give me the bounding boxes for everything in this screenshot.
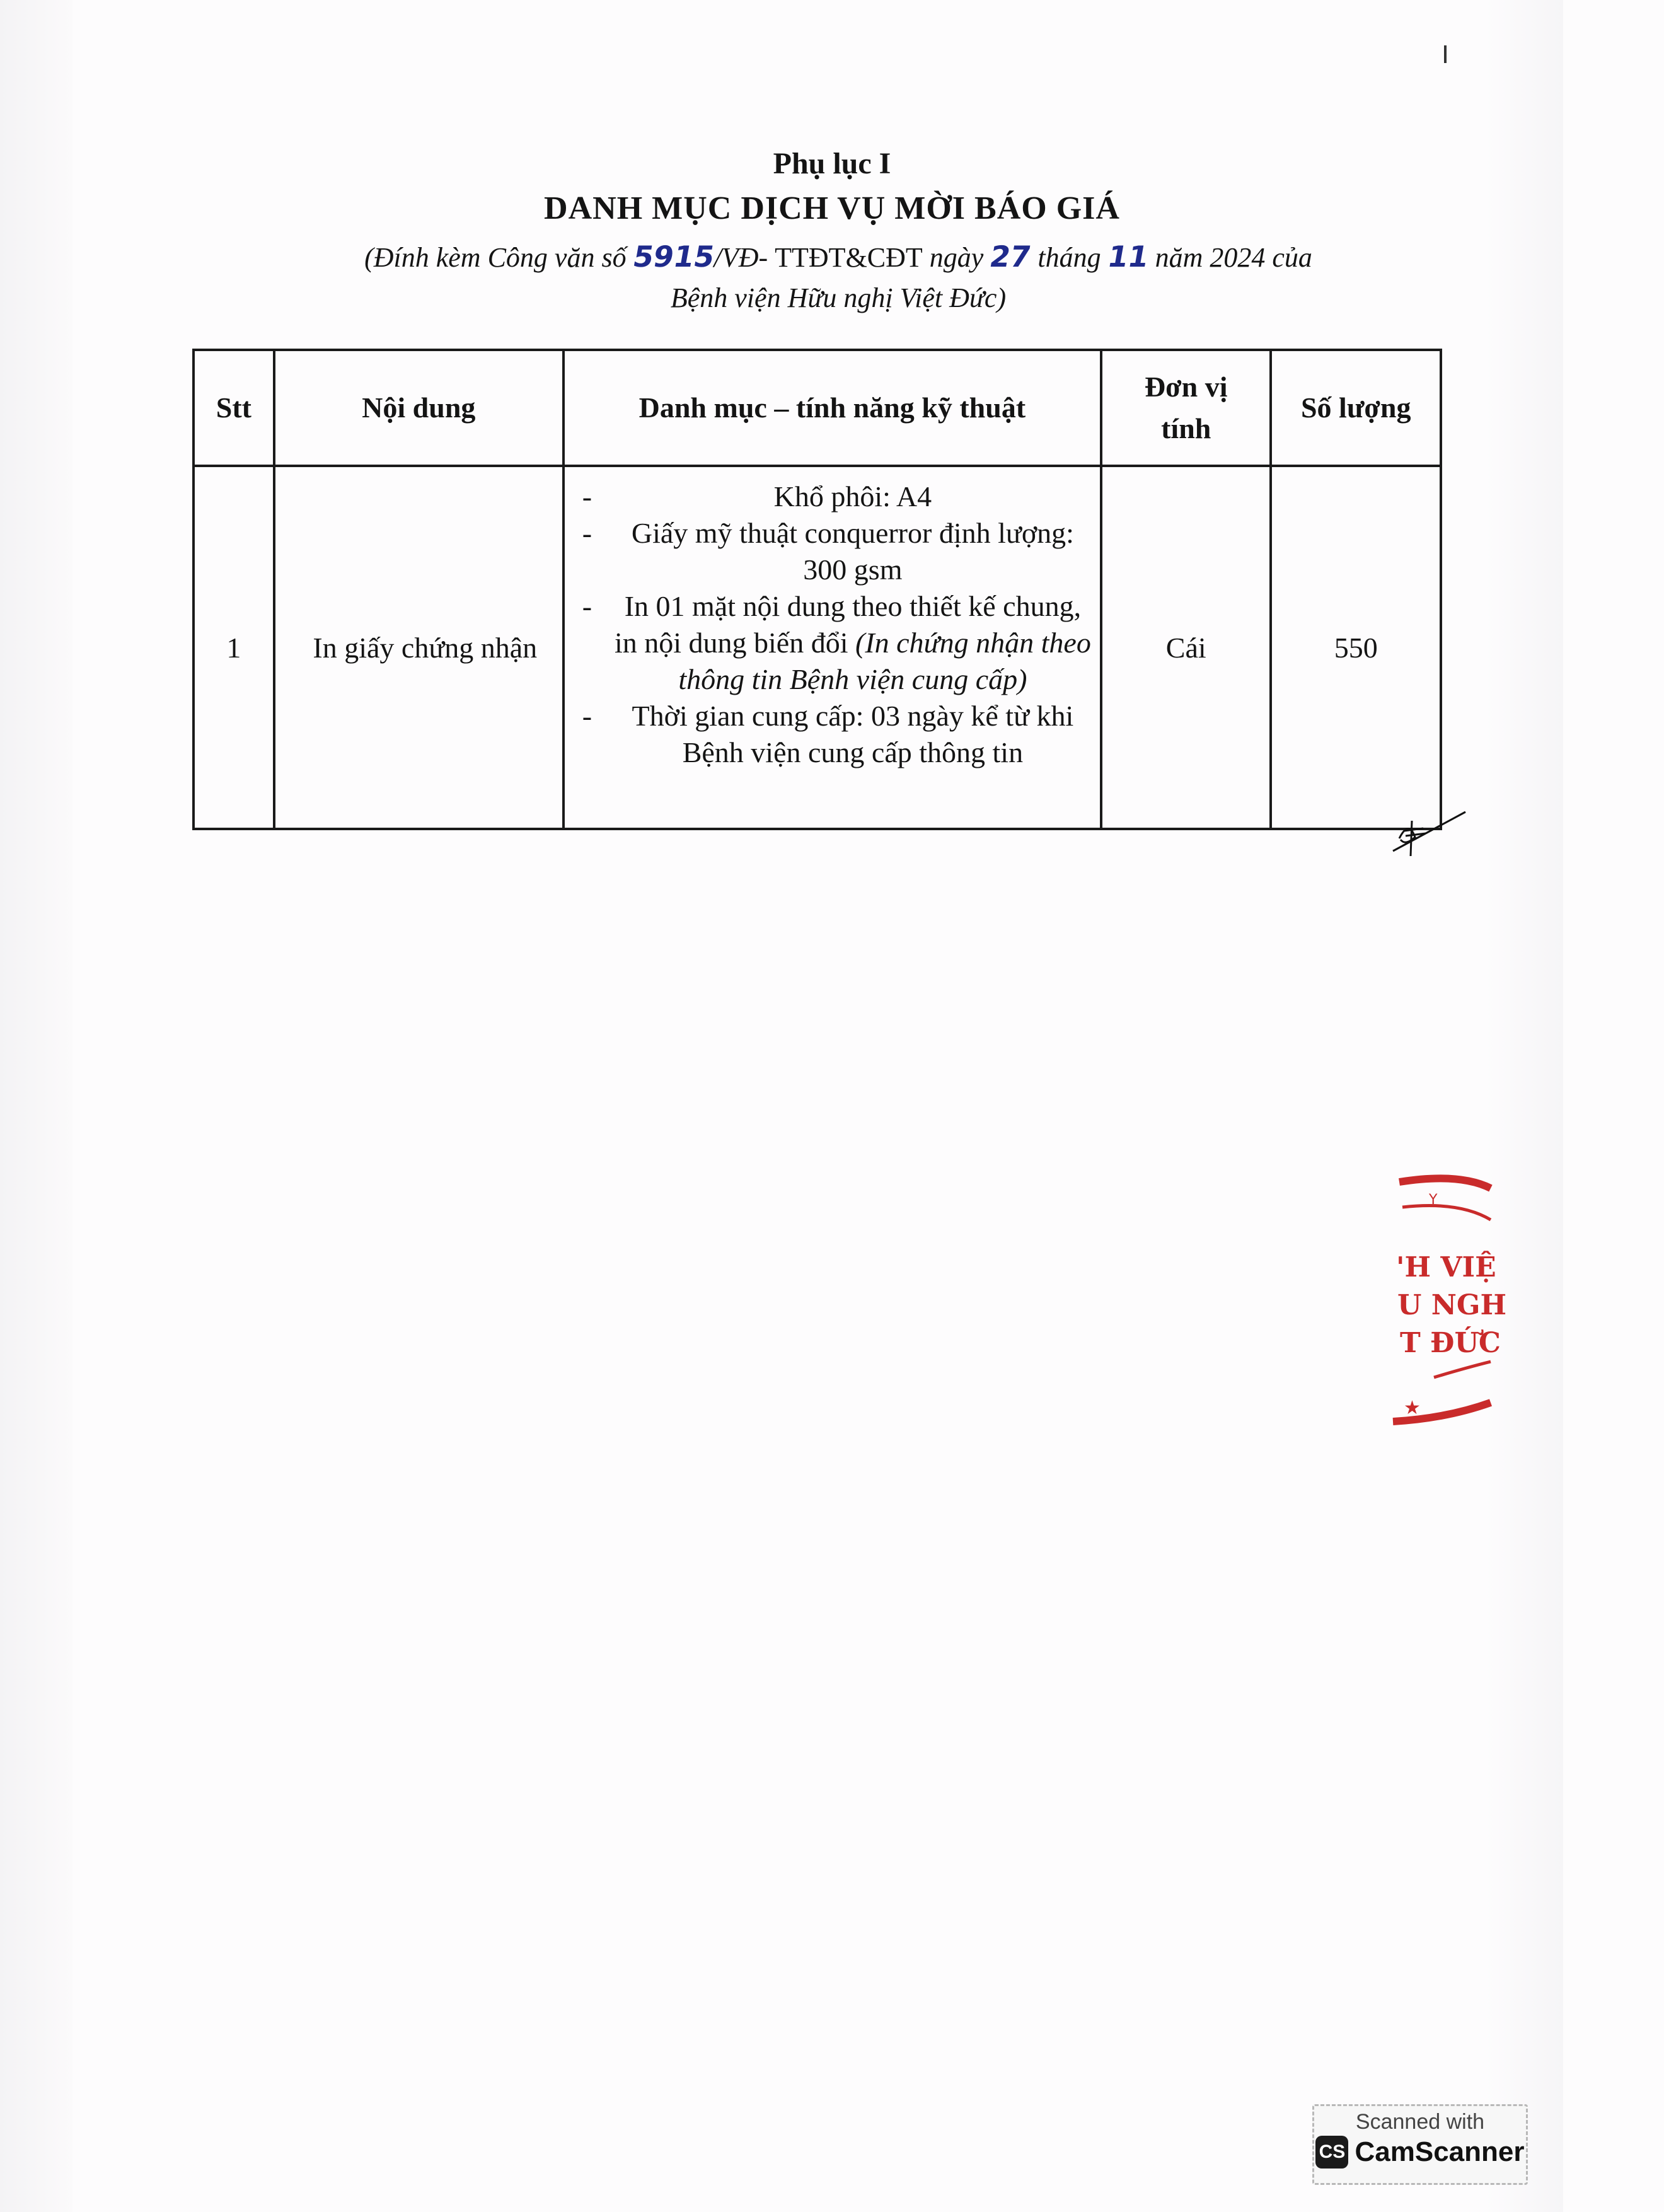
spec-item-note: (In chứng nhận theo thông tin Bệnh viện cung cấp) xyxy=(678,627,1091,695)
subtitle-prefix: (Đính kèm Công văn số xyxy=(364,242,633,273)
cell-specs xyxy=(563,466,1101,829)
spec-list xyxy=(571,478,1094,771)
scan-edge-right xyxy=(1484,0,1563,2212)
subtitle-doc-code: /VĐ- xyxy=(714,242,775,273)
subtitle-month-label: tháng xyxy=(1031,242,1108,273)
subtitle-doc-dept: TTĐT&CĐT xyxy=(775,242,923,273)
handwritten-doc-number: 5915 xyxy=(630,240,717,274)
camscanner-watermark xyxy=(1312,2104,1528,2185)
stamp-text-line1: 'H VIỆ xyxy=(1396,1251,1496,1283)
svg-text:★: ★ xyxy=(1404,1397,1421,1419)
appendix-label: Phụ lục I xyxy=(773,147,891,180)
official-stamp xyxy=(1390,1169,1507,1440)
service-table xyxy=(192,349,1442,830)
header-unit-line1: Đơn vị xyxy=(1144,371,1228,403)
scan-mark xyxy=(1444,45,1447,63)
spec-item: - Thời gian cung cấp: 03 ngày kể từ khi Bệnh viện cung cấp thông tin xyxy=(571,698,1094,771)
header-unit-line2: tính xyxy=(1161,412,1211,444)
watermark-brand: CamScanner xyxy=(1355,2136,1525,2167)
stamp-text-line2: U NGH xyxy=(1397,1289,1507,1321)
spec-item: - Khổ phôi: A4 xyxy=(571,478,1094,515)
header-stt: Stt xyxy=(194,350,274,466)
cell-content: In giấy chứng nhận xyxy=(274,466,563,829)
header-content: Nội dung xyxy=(274,350,563,466)
subtitle-day-label: ngày xyxy=(922,242,991,273)
scan-edge-left xyxy=(0,0,72,2212)
handwritten-day: 27 xyxy=(987,240,1034,274)
header-unit xyxy=(1101,350,1271,466)
subtitle-year-label: năm 2024 của xyxy=(1148,242,1312,273)
stamp-text-line3: T ĐỨC xyxy=(1400,1327,1501,1359)
document-subtitle xyxy=(321,236,1355,318)
spec-item: - In 01 mặt nội dung theo thiết kế chung, in nội dung biến đổi (In chứng nhận theo thông tin Bệnh viện cung cấp) xyxy=(571,588,1094,698)
cell-quantity: 550 xyxy=(1271,466,1441,829)
document-title: DANH MỤC DỊCH VỤ MỜI BÁO GIÁ xyxy=(544,190,1120,226)
camscanner-logo-icon: CS xyxy=(1315,2136,1348,2169)
cell-stt: 1 xyxy=(194,466,274,829)
svg-text:Y: Y xyxy=(1429,1192,1438,1208)
handwritten-initials xyxy=(1387,807,1469,857)
watermark-caption: Scanned with xyxy=(1355,2110,1485,2134)
cell-unit: Cái xyxy=(1101,466,1271,829)
subtitle-line2: Bệnh viện Hữu nghị Việt Đức) xyxy=(670,282,1007,313)
watermark-brand-row xyxy=(1314,2136,1526,2169)
header-quantity: Số lượng xyxy=(1271,350,1441,466)
handwritten-month: 11 xyxy=(1104,240,1152,274)
header-specs: Danh mục – tính năng kỹ thuật xyxy=(563,350,1101,466)
spec-item: - Giấy mỹ thuật conquerror định lượng: 300 gsm xyxy=(571,515,1094,588)
table-row xyxy=(194,466,1441,829)
document-heading xyxy=(0,142,1664,231)
table-header-row xyxy=(194,350,1441,466)
